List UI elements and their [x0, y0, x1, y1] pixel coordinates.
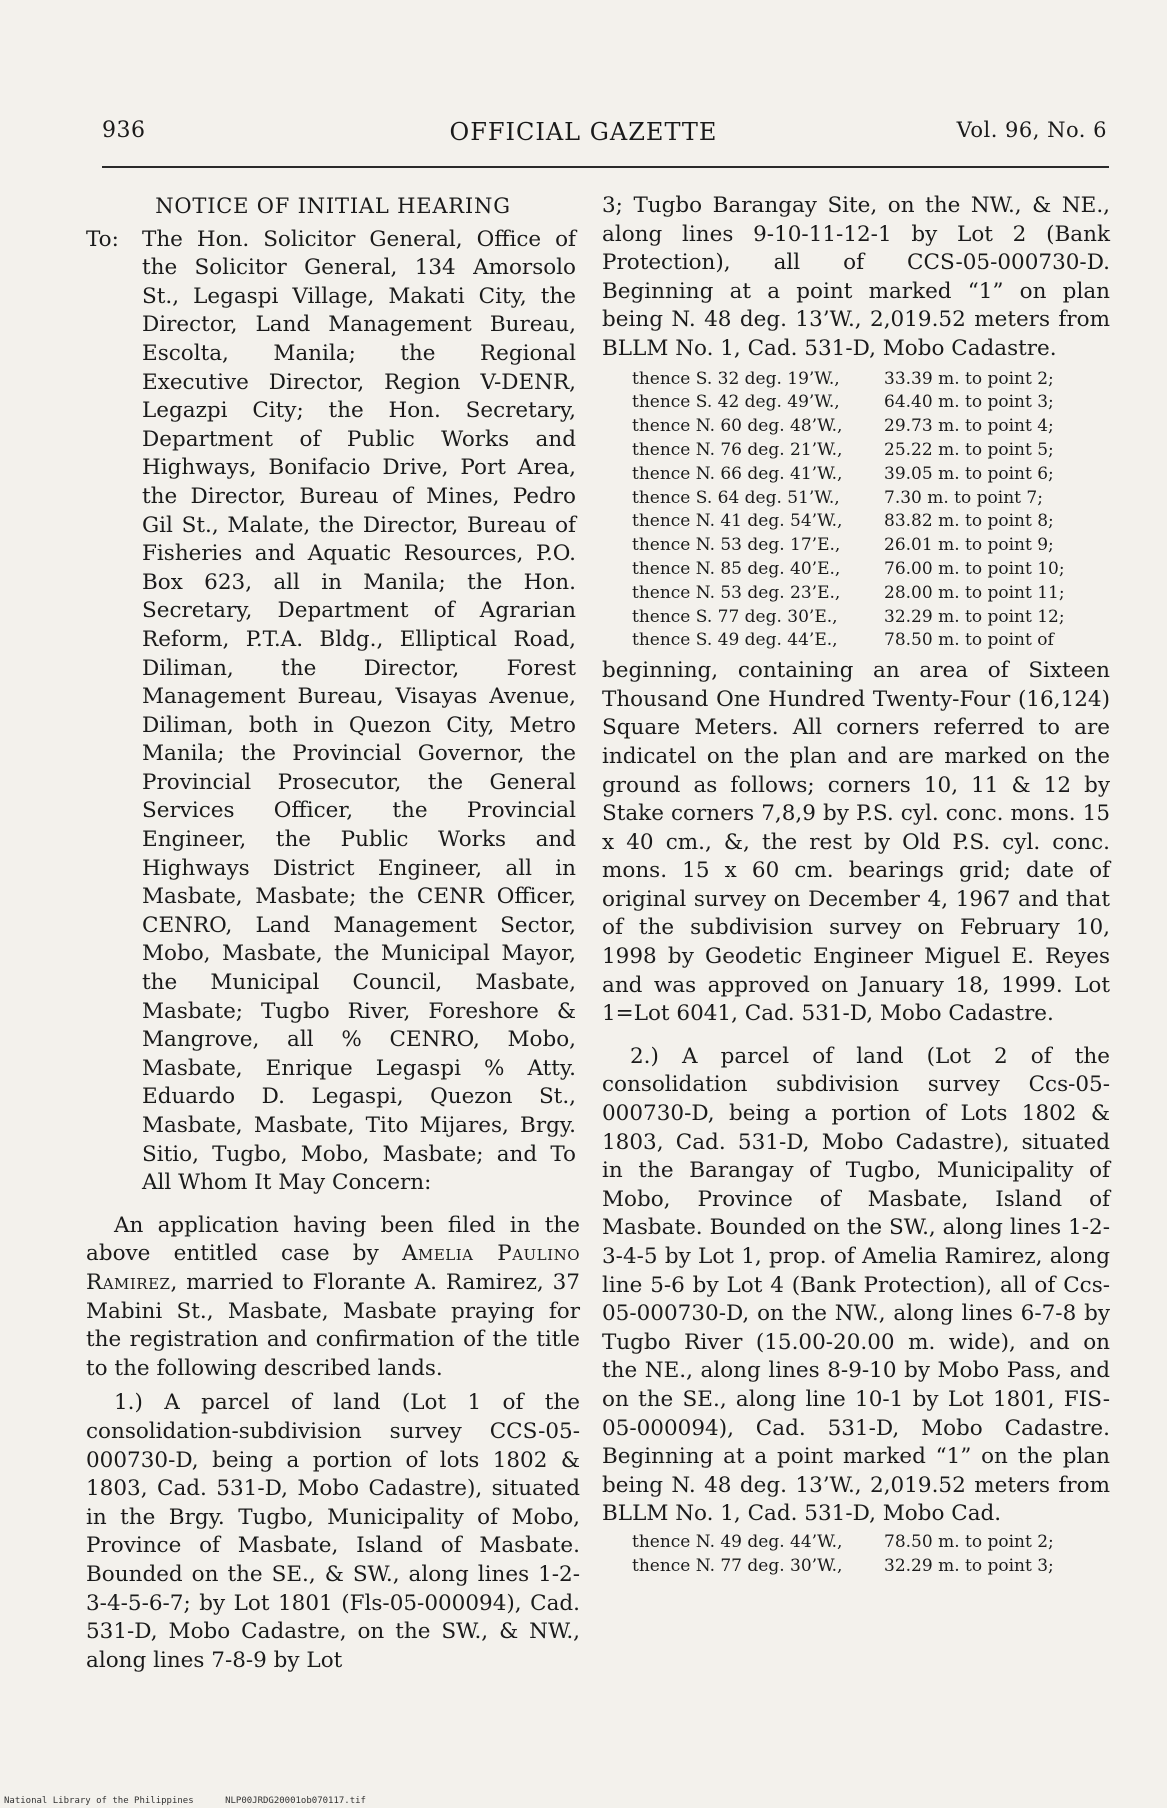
- bearing-distance: 26.01 m. to point 9;: [884, 535, 1054, 556]
- file-id: NLP00JRDG20001ob070117.tif: [225, 1796, 366, 1806]
- bearing-direction: thence N. 41 deg. 54’W.,: [632, 511, 843, 532]
- publication-title: OFFICIAL GAZETTE: [449, 118, 718, 146]
- bearing-distance: 64.40 m. to point 3;: [884, 392, 1054, 413]
- application-paragraph: [86, 1212, 580, 1384]
- applicant-name: Amelia Paulino Ramirez: [86, 1241, 580, 1295]
- addressees: [86, 226, 580, 1198]
- page-number: 936: [102, 118, 146, 143]
- notice-title: NOTICE OF INITIAL HEARING: [155, 194, 511, 218]
- bearing-row: [632, 629, 1110, 653]
- bearing-distance: 29.73 m. to point 4;: [884, 416, 1054, 437]
- bearing-row: [632, 510, 1110, 534]
- bearing-distance: 33.39 m. to point 2;: [884, 368, 1054, 389]
- bearing-direction: thence N. 66 deg. 41’W.,: [632, 463, 843, 484]
- to-label: To:: [86, 226, 119, 252]
- library-credit: National Library of the Philippines: [4, 1796, 194, 1806]
- scan-footer: [4, 1796, 392, 1806]
- bearing-direction: thence N. 49 deg. 44’W.,: [632, 1531, 843, 1552]
- bearing-distance: 78.50 m. to point of: [884, 630, 1054, 651]
- bearing-direction: thence S. 32 deg. 19’W.,: [632, 368, 840, 389]
- bearing-row: [632, 1531, 1110, 1555]
- bearing-direction: thence S. 77 deg. 30’E.,: [632, 606, 838, 627]
- bearing-direction: thence N. 76 deg. 21’W.,: [632, 439, 843, 460]
- lot1-conclusion: beginning, containing an area of Sixteen Thousand One Hundred Twenty-Four (16,124) Square Meters. All corners referred to are indicatel on the plan and are marked on the ground as follows; corners 10, 11 & 12 by Stake corners 7,8,9 by P.S. cyl. conc. mons. 15 x 40 cm., &, the rest by Old P.S. cyl. conc. mons. 15 x 60 cm. bearings grid; date of original survey on December 4, 1967 and that of the subdivision survey on February 10, 1998 by Geodetic Engineer Miguel E. Reyes and was approved on January 18, 1999. Lot 1=Lot 6041, Cad. 531-D, Mobo Cadastre.: [602, 658, 1110, 1027]
- lot2-bearings: [632, 1531, 1110, 1579]
- bearing-row: [632, 558, 1110, 582]
- volume-number: Vol. 96, No. 6: [956, 118, 1107, 142]
- bearing-distance: 78.50 m. to point 2;: [884, 1531, 1054, 1552]
- bearing-direction: thence N. 85 deg. 40’E.,: [632, 558, 841, 579]
- lot2-description: 2.) A parcel of land (Lot 2 of the consolidation subdivision survey Ccs-05-000730-D, being a portion of Lots 1802 & 1803, Cad. 531-D, Mobo Cadastre), situated in the Barangay of Tugbo, Municipality of Mobo, Province of Masbate, Island of Masbate. Bounded on the SW., along lines 1-2-3-4-5 by Lot 1, prop. of Amelia Ramirez, along line 5-6 by Lot 4 (Bank Protection), all of Ccs-05-000730-D, on the NW., along lines 6-7-8 by Tugbo River (15.00-20.00 m. wide), and on the NE., along lines 8-9-10 by Mobo Pass, and on the SE., along line 10-1 by Lot 1801, FIS-05-000094), Cad. 531-D, Mobo Cadastre. Beginning at a point marked “1” on the plan being N. 48 deg. 13’W., 2,019.52 meters from BLLM No. 1, Cad. 531-D, Mobo Cad.: [602, 1043, 1110, 1527]
- bearing-distance: 76.00 m. to point 10;: [884, 558, 1065, 579]
- bearing-row: [632, 534, 1110, 558]
- bearing-distance: 32.29 m. to point 3;: [884, 1555, 1054, 1576]
- left-column: [86, 192, 580, 1675]
- lot1-bearings: [632, 368, 1110, 654]
- bearing-row: [632, 368, 1110, 392]
- right-column: [602, 192, 1110, 1583]
- addressee-list: The Hon. Solicitor General, Office of the Solicitor General, 134 Amorsolo St., Legaspi Village, Makati City, the Director, Land Management Bureau, Escolta, Manila; the Regional Executive Director, Region V-DENR, Legazpi City; the Hon. Secretary, Department of Public Works and Highways, Bonifacio Drive, Port Area, the Director, Bureau of Mines, Pedro Gil St., Malate, the Director, Bureau of Fisheries and Aquatic Resources, P.O. Box 623, all in Manila; the Hon. Secretary, Department of Agrarian Reform, P.T.A. Bldg., Elliptical Road, Diliman, the Director, Forest Management Bureau, Visayas Avenue, Diliman, both in Quezon City, Metro Manila; the Provincial Governor, the Provincial Prosecutor, the General Services Officer, the Provincial Engineer, the Public Works and Highways District Engineer, all in Masbate, Masbate; the CENR Officer, CENRO, Land Management Sector, Mobo, Masbate, the Municipal Mayor, the Municipal Council, Masbate, Masbate; Tugbo River, Foreshore & Mangrove, all % CENRO, Mobo, Masbate, Enrique Legaspi % Atty. Eduardo D. Legaspi, Quezon St., Masbate, Masbate, Tito Mijares, Brgy. Sitio, Tugbo, Mobo, Masbate; and To All Whom It May Concern:: [142, 226, 576, 1196]
- bearing-row: [632, 415, 1110, 439]
- bearing-direction: thence S. 64 deg. 51’W.,: [632, 487, 840, 508]
- bearing-direction: thence N. 53 deg. 23’E.,: [632, 582, 841, 603]
- bearing-distance: 25.22 m. to point 5;: [884, 439, 1054, 460]
- bearing-distance: 28.00 m. to point 11;: [884, 582, 1065, 603]
- application-intro: An application having been filed in the above entitled case by: [86, 1212, 580, 1267]
- application-details: , married to Florante A. Ramirez, 37 Mabini St., Masbate, Masbate praying for the registration and confirmation of the title to the following described lands.: [86, 1269, 580, 1381]
- bearing-direction: thence N. 53 deg. 17’E.,: [632, 535, 841, 556]
- lot1-description: 1.) A parcel of land (Lot 1 of the consolidation-subdivision survey CCS-05-000730-D, being a portion of lots 1802 & 1803, Cad. 531-D, Mobo Cadastre), situated in the Brgy. Tugbo, Municipality of Mobo, Province of Masbate, Island of Masbate. Bounded on the SE., & SW., along lines 1-2-3-4-5-6-7; by Lot 1801 (Fls-05-000094), Cad. 531-D, Mobo Cadastre, on the SW., & NW., along lines 7-8-9 by Lot: [86, 1390, 580, 1673]
- bearing-distance: 83.82 m. to point 8;: [884, 511, 1054, 532]
- header-rule: [102, 166, 1109, 168]
- bearing-distance: 39.05 m. to point 6;: [884, 463, 1054, 484]
- bearing-direction: thence N. 77 deg. 30’W.,: [632, 1555, 843, 1576]
- bearing-row: [632, 391, 1110, 415]
- lot1-description-cont: 3; Tugbo Barangay Site, on the NW., & NE., along lines 9-10-11-12-1 by Lot 2 (Bank Protection), all of CCS-05-000730-D. Beginning at a point marked “1” on plan being N. 48 deg. 13’W., 2,019.52 meters from BLLM No. 1, Cad. 531-D, Mobo Cadastre.: [602, 193, 1110, 361]
- bearing-row: [632, 487, 1110, 511]
- bearing-row: [632, 439, 1110, 463]
- bearing-direction: thence S. 49 deg. 44’E.,: [632, 630, 838, 651]
- bearing-distance: 7.30 m. to point 7;: [884, 487, 1043, 508]
- bearing-distance: 32.29 m. to point 12;: [884, 606, 1065, 627]
- bearing-row: [632, 582, 1110, 606]
- bearing-direction: thence N. 60 deg. 48’W.,: [632, 416, 843, 437]
- bearing-direction: thence S. 42 deg. 49’W.,: [632, 392, 840, 413]
- bearing-row: [632, 606, 1110, 630]
- bearing-row: [632, 1555, 1110, 1579]
- bearing-row: [632, 463, 1110, 487]
